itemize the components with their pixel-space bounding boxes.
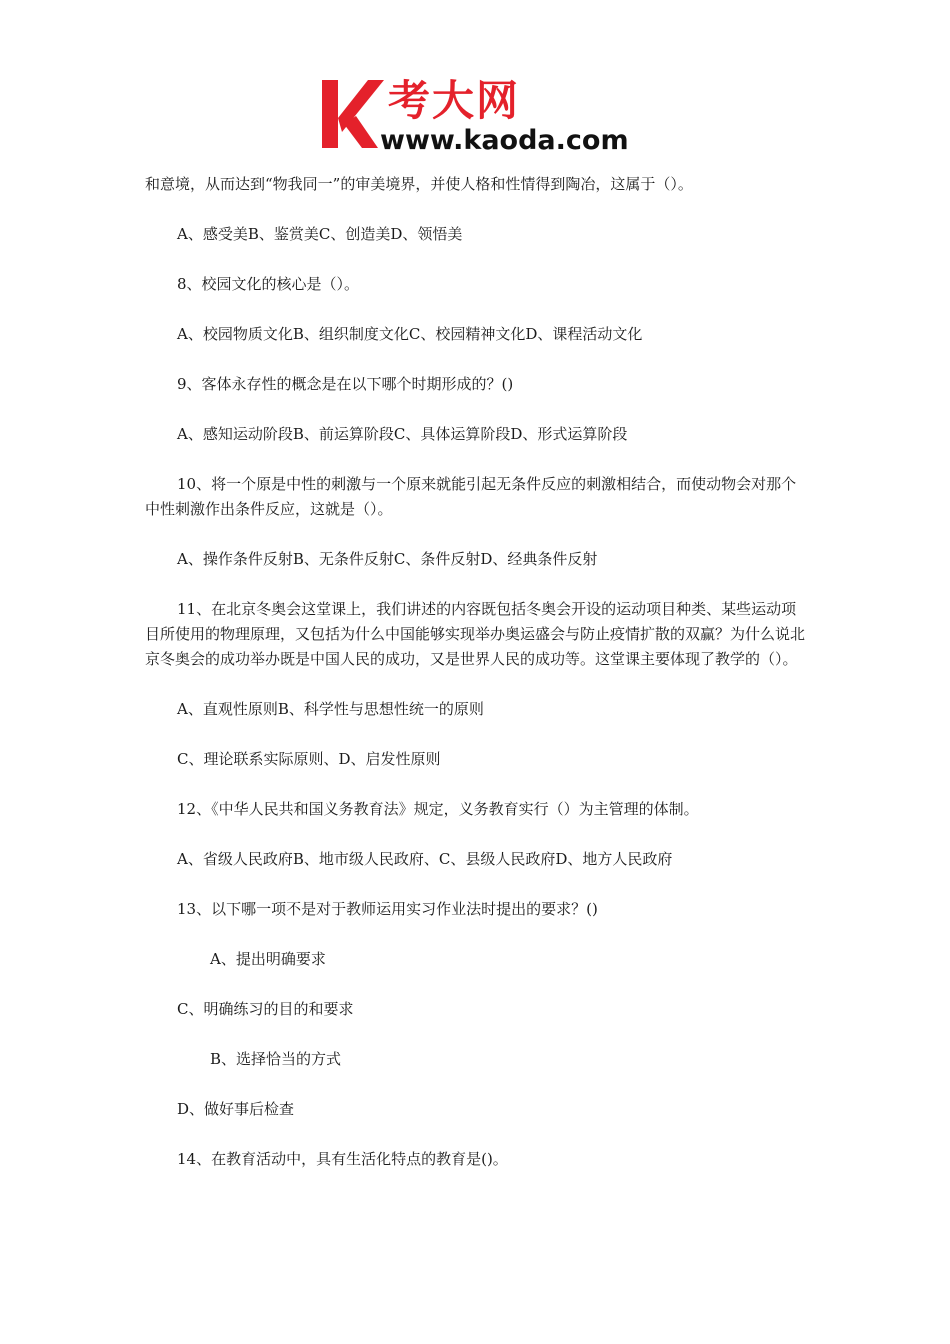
document-body: [145, 172, 810, 1197]
logo-chinese-text: 考大网: [388, 76, 521, 125]
k-logo-icon: [318, 78, 384, 150]
kaoda-logo: [318, 78, 648, 162]
q12-options: A、省级人民政府B、地市级人民政府、C、县级人民政府D、地方人民政府: [177, 850, 673, 868]
q7-options: A、感受美B、鉴赏美C、创造美D、领悟美: [177, 225, 463, 243]
q9-question: 9、客体永存性的概念是在以下哪个时期形成的？(): [177, 375, 514, 393]
q11-question: 11、在北京冬奥会这堂课上，我们讲述的内容既包括冬奥会开设的运动项目种类、某些运动项目所使用的物理原理，又包括为什么中国能够实现举办奥运盛会与防止疫情扩散的双赢？为什么说北京冬奥会的成功举办既是中国人民的成功，又是世界人民的成功等。这堂课主要体现了教学的（）。: [145, 600, 806, 668]
q11-options-ab: A、直观性原则B、科学性与思想性统一的原则: [177, 700, 484, 718]
q13-question: 13、以下哪一项不是对于教师运用实习作业法时提出的要求？(): [177, 900, 598, 918]
q14-question: 14、在教育活动中，具有生活化特点的教育是()。: [177, 1150, 508, 1168]
q11-options-cd: C、理论联系实际原则、D、启发性原则: [177, 750, 441, 768]
q10-options: A、操作条件反射B、无条件反射C、条件反射D、经典条件反射: [177, 550, 598, 568]
q9-options: A、感知运动阶段B、前运算阶段C、具体运算阶段D、形式运算阶段: [177, 425, 628, 443]
q13-option-d: D、做好事后检查: [177, 1100, 295, 1118]
q8-options: A、校园物质文化B、组织制度文化C、校园精神文化D、课程活动文化: [177, 325, 643, 343]
q8-question: 8、校园文化的核心是（）。: [177, 275, 360, 293]
q13-option-c: C、明确练习的目的和要求: [177, 1000, 354, 1018]
q10-question: 10、将一个原是中性的刺激与一个原来就能引起无条件反应的刺激相结合，而使动物会对那个中性刺激作出条件反应，这就是（）。: [145, 475, 797, 518]
q12-question: 12、《中华人民共和国义务教育法》规定，义务教育实行（）为主管理的体制。: [177, 800, 699, 818]
logo-url-text: www.kaoda.com: [380, 125, 629, 156]
paragraph-intro-continuation: 和意境，从而达到“物我同一”的审美境界，并使人格和性情得到陶冶，这属于（）。: [145, 175, 693, 193]
q13-option-a: A、提出明确要求: [210, 950, 326, 968]
q13-option-b: B、选择恰当的方式: [210, 1050, 342, 1068]
